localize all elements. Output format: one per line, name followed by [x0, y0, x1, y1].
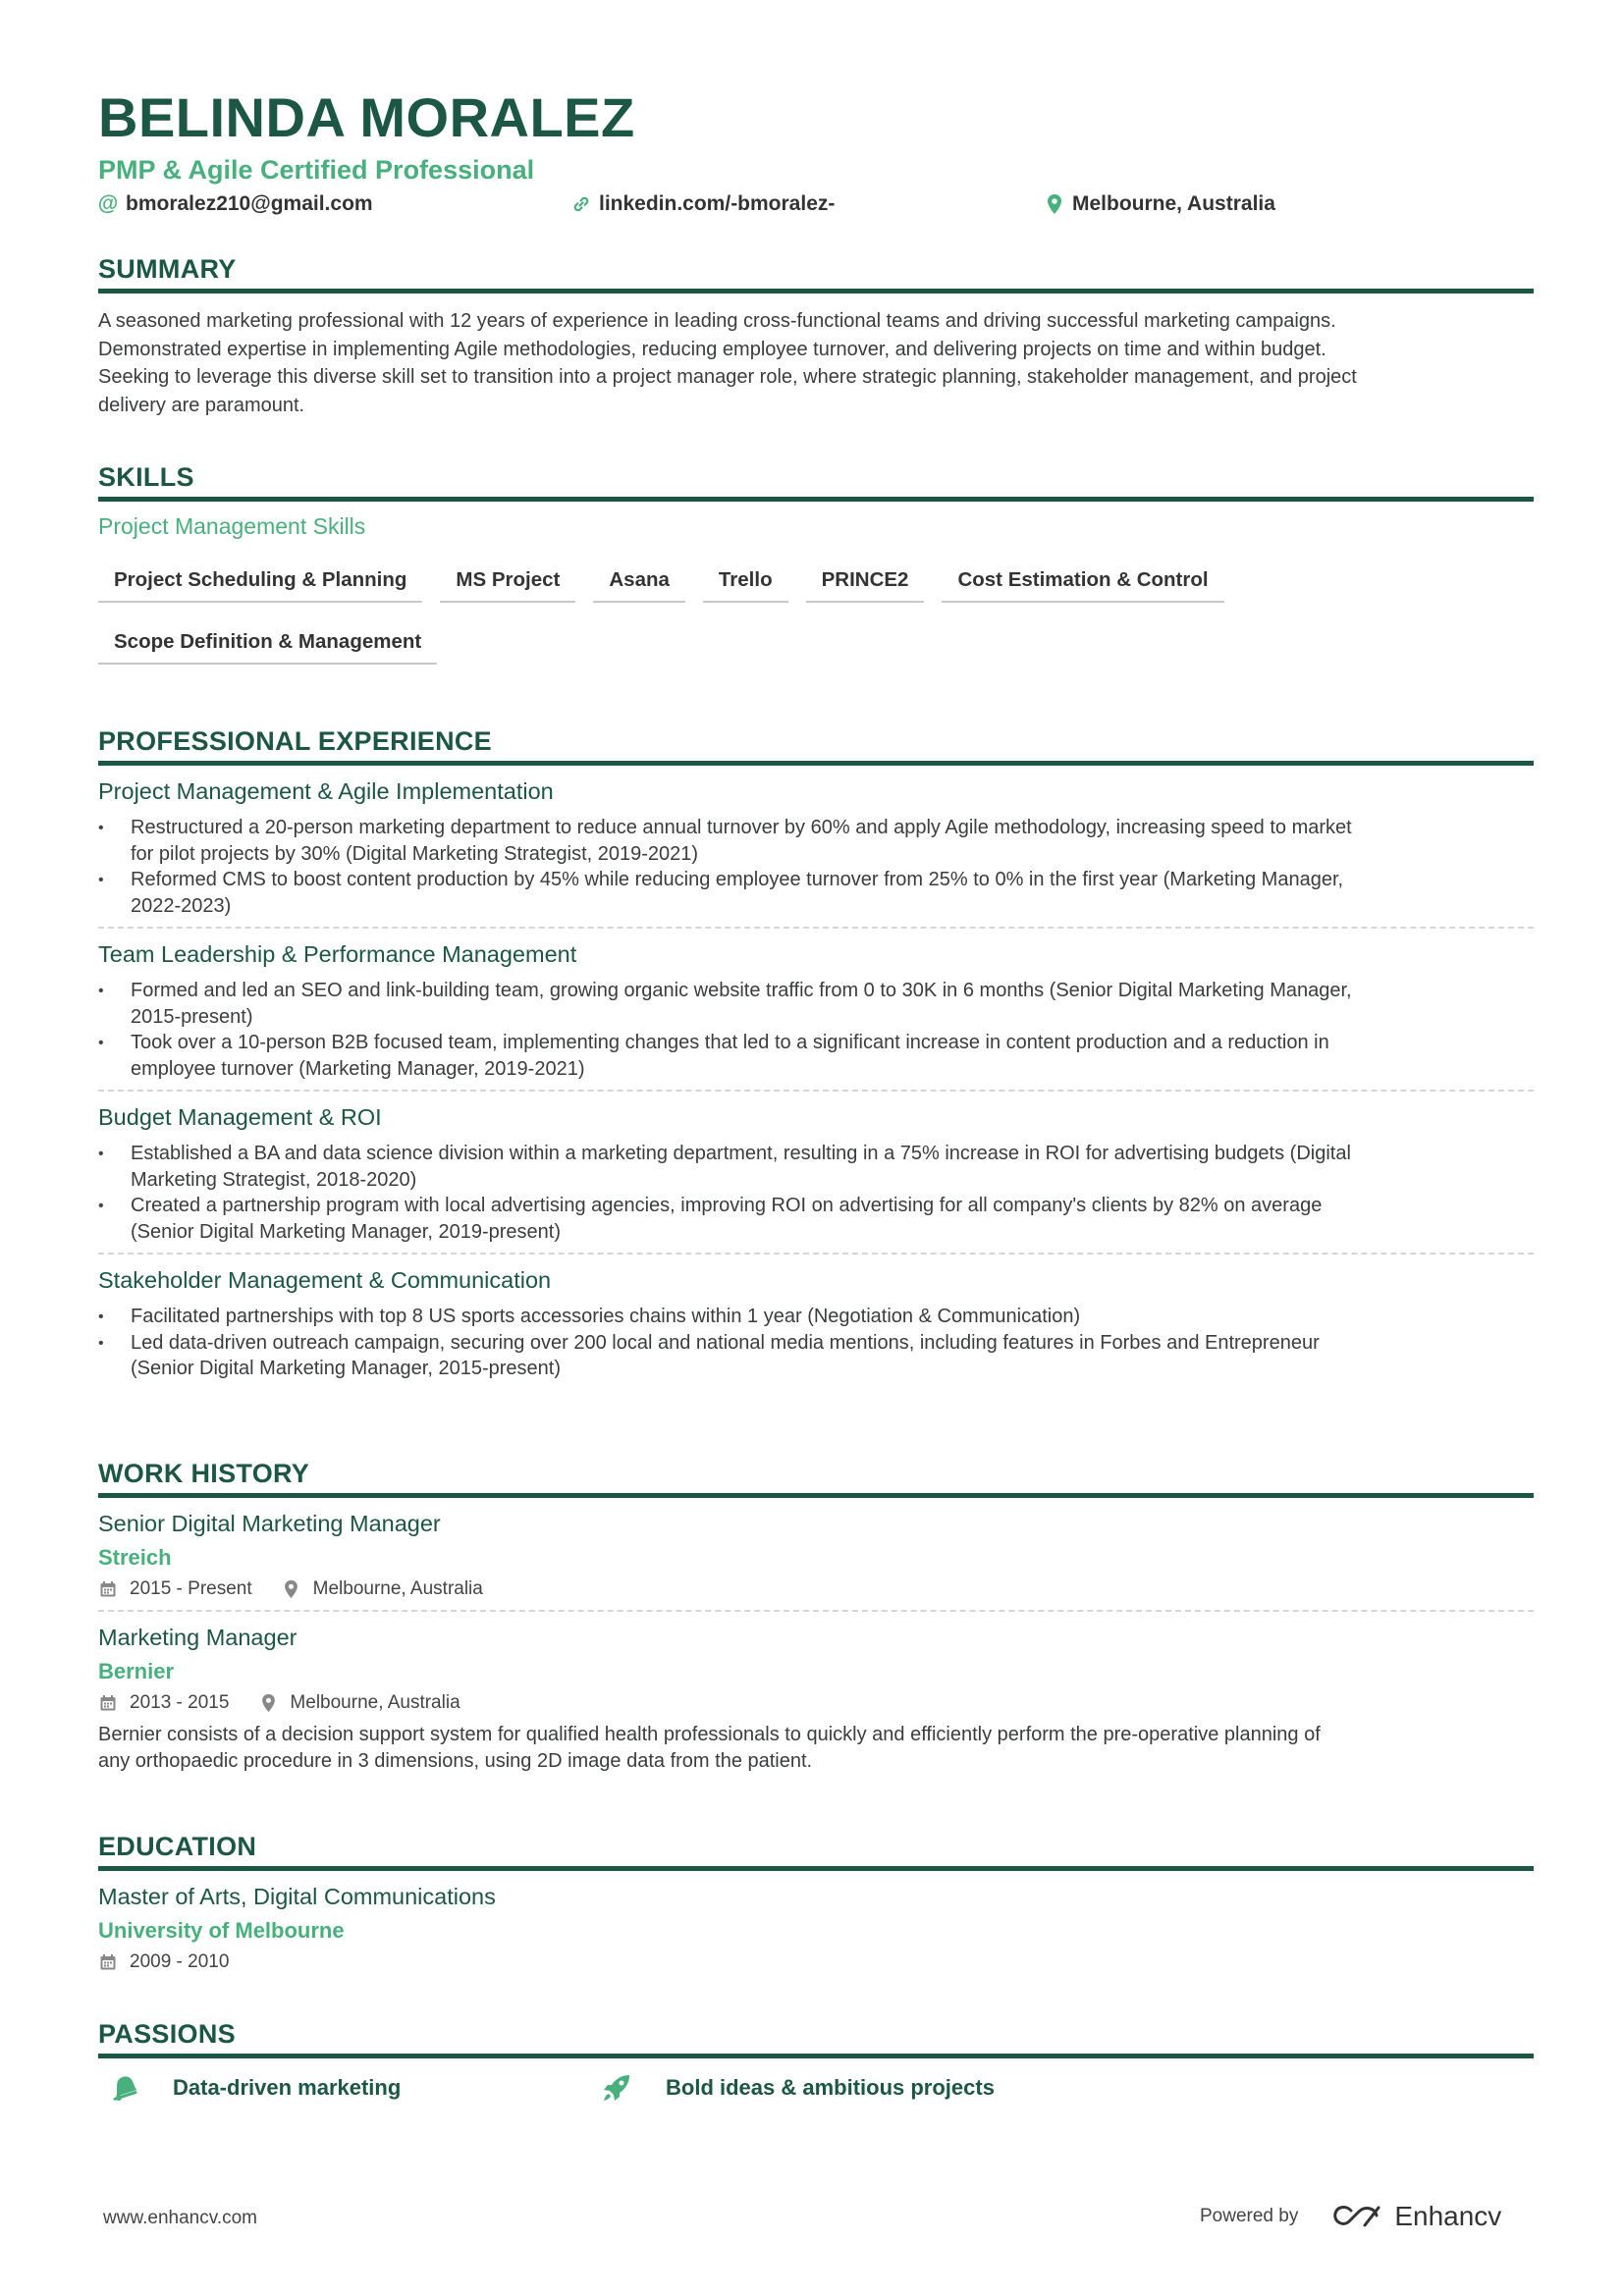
- job-location-text: Melbourne, Australia: [290, 1692, 460, 1713]
- work-history-title: WORK HISTORY: [98, 1459, 310, 1488]
- calendar-icon: [98, 1952, 118, 1972]
- passions-list: [98, 2070, 1534, 2119]
- brand-name: Enhancv: [1394, 2201, 1502, 2231]
- work-history-section: [98, 1458, 1534, 1783]
- email-text: bmoralez210@gmail.com: [126, 192, 373, 215]
- bullet-list: [98, 815, 1534, 919]
- rocket-icon: [599, 2070, 634, 2106]
- skill-tag: Project Scheduling & Planning: [98, 561, 422, 603]
- location-pin-icon: [282, 1579, 301, 1599]
- experience-block-title: Budget Management & ROI: [98, 1104, 382, 1130]
- skills-section: [98, 461, 1534, 684]
- passions-title: PASSIONS: [98, 2019, 236, 2049]
- location-text: Melbourne, Australia: [1072, 192, 1275, 215]
- company-name: Streich: [98, 1545, 172, 1570]
- company-name: Bernier: [98, 1659, 175, 1683]
- job-location-text: Melbourne, Australia: [312, 1578, 483, 1599]
- skill-tag: Scope Definition & Management: [98, 622, 437, 665]
- education-dates-text: 2009 - 2010: [130, 1951, 230, 1972]
- at-icon: @: [97, 192, 119, 215]
- skill-tag: MS Project: [440, 561, 575, 603]
- passion-item: [599, 2070, 995, 2106]
- job-dates: [98, 1690, 229, 1716]
- job-dates-text: 2015 - Present: [130, 1578, 252, 1599]
- bell-icon: [106, 2070, 141, 2106]
- enhancv-logo[interactable]: [1329, 2199, 1501, 2234]
- experience-block-title: Stakeholder Management & Communication: [98, 1267, 552, 1293]
- footer-branding: [1200, 2199, 1501, 2234]
- degree-title: Master of Arts, Digital Communications: [98, 1884, 496, 1909]
- job-entry: [98, 1498, 1534, 1612]
- education-entry: [98, 1871, 1534, 1983]
- summary-line: delivery are paramount.: [98, 394, 305, 416]
- summary-line: Demonstrated expertise in implementing Agile methodologies, reducing employee turnover, and delivering projects on time and within budget.: [98, 338, 1326, 360]
- footer-website[interactable]: www.enhancv.com: [103, 2208, 257, 2228]
- passion-text: Data-driven marketing: [173, 2075, 402, 2100]
- section-divider: [98, 497, 1534, 502]
- summary-line: A seasoned marketing professional with 12 years of experience in leading cross-functional teams and driving successful marketing campaigns.: [98, 310, 1336, 332]
- education-title: EDUCATION: [98, 1832, 257, 1861]
- bullet-item: • Restructured a 20-person marketing department to reduce annual turnover by 60% and apply Agile methodology, increasing speed to market for pilot projects by 30% (Digital Marketing Strategist, 2019-2021): [98, 815, 1534, 867]
- location-pin-icon: [1045, 193, 1064, 215]
- section-divider: [98, 289, 1534, 294]
- job-meta: [98, 1576, 1534, 1602]
- passion-item: [106, 2070, 401, 2106]
- skill-tag: Asana: [593, 561, 685, 603]
- job-description: Bernier consists of a decision support system for qualified health professionals to quickly and efficiently perform the pre-operative planning of any orthopaedic procedure in 3 dimensions, using 2D image data from the patient.: [98, 1724, 1321, 1772]
- experience-title: PROFESSIONAL EXPERIENCE: [98, 726, 492, 756]
- skill-tag: Trello: [703, 561, 788, 603]
- experience-block: [98, 1255, 1534, 1390]
- bullet-list: [98, 978, 1534, 1082]
- job-title: Senior Digital Marketing Manager: [98, 1511, 441, 1536]
- education-section: [98, 1831, 1534, 1983]
- experience-block: [98, 1092, 1534, 1255]
- bullet-item: • Established a BA and data science division within a marketing department, resulting in a 75% increase in ROI for advertising budgets (Digital Marketing Strategist, 2018-2020): [98, 1141, 1534, 1193]
- experience-block: [98, 766, 1534, 929]
- bullet-item: • Facilitated partnerships with top 8 US sports accessories chains within 1 year (Negotiation & Communication): [98, 1304, 1534, 1330]
- candidate-headline: PMP & Agile Certified Professional: [98, 155, 535, 185]
- skill-tag: Cost Estimation & Control: [942, 561, 1223, 603]
- bullet-item: • Created a partnership program with local advertising agencies, improving ROI on advertising for all company's clients by 82% on average (Senior Digital Marketing Manager, 2019-present): [98, 1193, 1534, 1245]
- contact-row: [98, 189, 1534, 221]
- summary-line: Seeking to leverage this diverse skill set to transition into a project manager role, where strategic planning, stakeholder management, and project: [98, 366, 1357, 388]
- experience-block-title: Project Management & Agile Implementation: [98, 778, 554, 804]
- education-dates: [98, 1949, 229, 1975]
- bullet-item: • Formed and led an SEO and link-building team, growing organic website traffic from 0 to 30K in 6 months (Senior Digital Marketing Manager, 2015-present): [98, 978, 1534, 1030]
- job-location: [282, 1576, 483, 1602]
- location-pin-icon: [258, 1693, 278, 1713]
- education-meta: [98, 1949, 1534, 1975]
- summary-text: [98, 307, 1534, 419]
- contact-location: [1045, 189, 1275, 219]
- linkedin-text: linkedin.com/-bmoralez-: [599, 192, 836, 215]
- summary-title: SUMMARY: [98, 254, 237, 284]
- skills-title: SKILLS: [98, 462, 194, 492]
- experience-section: [98, 725, 1534, 1390]
- enhancv-logo-icon: [1329, 2202, 1384, 2231]
- experience-block-title: Team Leadership & Performance Management: [98, 941, 577, 967]
- bullet-item: • Led data-driven outreach campaign, securing over 200 local and national media mentions, including features in Forbes and Entrepreneur (Senior Digital Marketing Manager, 2015-present): [98, 1330, 1534, 1382]
- passions-section: [98, 2018, 1534, 2119]
- skill-tag: PRINCE2: [806, 561, 925, 603]
- job-dates-text: 2013 - 2015: [130, 1692, 230, 1713]
- bullet-list: [98, 1304, 1534, 1382]
- job-entry: [98, 1612, 1534, 1783]
- calendar-icon: [98, 1579, 118, 1599]
- link-icon: [571, 193, 591, 215]
- powered-by-text: Powered by: [1200, 2206, 1299, 2226]
- experience-block: [98, 929, 1534, 1092]
- candidate-name: BELINDA MORALEZ: [98, 86, 635, 148]
- section-divider: [98, 2054, 1534, 2058]
- summary-section: [98, 253, 1534, 419]
- resume-page: [98, 0, 1534, 2296]
- job-dates: [98, 1576, 252, 1602]
- contact-linkedin[interactable]: [571, 189, 835, 219]
- contact-email[interactable]: [98, 189, 373, 219]
- calendar-icon: [98, 1693, 118, 1713]
- skills-group-title: Project Management Skills: [98, 513, 366, 539]
- job-meta: [98, 1690, 1534, 1716]
- skills-tags: [98, 561, 1534, 684]
- bullet-list: [98, 1141, 1534, 1245]
- bullet-item: • Took over a 10-person B2B focused team, implementing changes that led to a significant increase in content production and a reduction in employee turnover (Marketing Manager, 2019-2021): [98, 1030, 1534, 1082]
- bullet-item: • Reformed CMS to boost content production by 45% while reducing employee turnover from 25% to 0% in the first year (Marketing Manager, 2022-2023): [98, 867, 1534, 919]
- passion-text: Bold ideas & ambitious projects: [666, 2075, 995, 2100]
- job-location: [258, 1690, 460, 1716]
- job-title: Marketing Manager: [98, 1625, 298, 1650]
- school-name: University of Melbourne: [98, 1918, 345, 1943]
